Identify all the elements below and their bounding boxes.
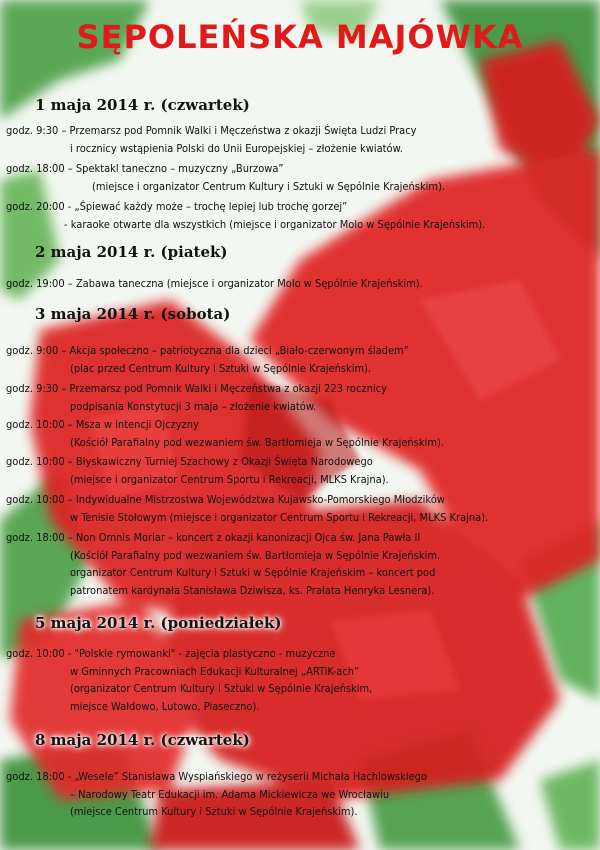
event-3-may-1000-mass: godz. 10:00 – Msza w intencji Ojczyzny (Kościół Parafialny pod wezwaniem św. Bartłomieja w Sępólnie Krajeńskim). <box>6 418 444 449</box>
event-2-may-1900: godz. 19:00 – Zabawa taneczna (miejsce i organizator Molo w Sępólnie Krajeńskim). <box>6 277 423 290</box>
event-3-may-1800-concert: godz. 18:00 – Non Omnis Moriar – koncert z okazji kanonizacji Ojca św. Jana Pawła II (Kościół Parafialny pod wezwaniem św. Bartłomieja w Sępólnie Krajeńskim, organizator Centrum Kultury i Sztuki w Sępólnie Krajeńskim – koncert pod patronatem kardynała Stanisława Dziwisza, ks. Prałata Henryka Lesnera). <box>6 531 441 597</box>
event-3-may-1000-tennis: godz. 10:00 – Indywidualne Mistrzostwa Województwa Kujawsko-Pomorskiego Młodzików w Tenisie Stołowym (miejsce i organizator Centrum Sportu i Rekreacji, MLKS Krajna). <box>6 493 489 524</box>
event-1-may-0930: godz. 9:30 – Przemarsz pod Pomnik Walki i Męczeństwa z okazji Święta Ludzi Pracy i rocznicy wstąpienia Polski do Unii Europejskiej – złożenie kwiatów. <box>6 124 417 155</box>
event-5-may-1000: godz. 10:00 - "Polskie rymowanki" - zajęcia plastyczno - muzyczne w Gminnych Pracowniach Edukacji Kulturalnej „ARTiK-ach” (organizator Centrum Kultury i Sztuki w Sępólnie Krajeńskim, miejsce Wałdowo, Lutowo, Piaseczno). <box>6 647 373 713</box>
day-heading-2-may: 2 maja 2014 r. (piatek) <box>35 243 228 261</box>
page-title: SĘPOLEŃSKA MAJÓWKA <box>76 18 524 56</box>
day-heading-3-may: 3 maja 2014 r. (sobota) <box>35 305 231 323</box>
day-heading-1-may: 1 maja 2014 r. (czwartek) <box>35 96 250 114</box>
event-3-may-0930: godz. 9:30 – Przemarsz pod Pomnik Walki i Męczeństwa z okazji 223 rocznicy podpisania Konstytucji 3 maja – złożenie kwiatów. <box>6 382 387 413</box>
event-8-may-1800: godz. 18:00 - „Wesele” Stanisława Wyspiańskiego w reżyserii Michała Hachlowskiego – Narodowy Teatr Edukacji im. Adama Mickiewicza we Wrocławiu (miejsce Centrum Kultury i Sztuki w Sępólnie Krajeńskim). <box>6 770 428 818</box>
event-1-may-1800: godz. 18:00 – Spektakl taneczno – muzyczny „Burzowa” (miejsce i organizator Centrum Kultury i Sztuki w Sępólnie Krajeńskim). <box>6 162 446 193</box>
day-heading-5-may: 5 maja 2014 r. (poniedziałek) <box>35 614 282 632</box>
event-1-may-2000: godz. 20:00 - „Śpiewać każdy może – trochę lepiej lub trochę gorzej” - karaoke otwarte dla wszystkich (miejsce i organizator Molo w Sępólnie Krajeńskim). <box>6 200 486 231</box>
day-heading-8-may: 8 maja 2014 r. (czwartek) <box>35 731 250 749</box>
event-3-may-0900: godz. 9:00 – Akcja społeczno – patriotyczna dla dzieci „Biało-czerwonym śladem” (plac przed Centrum Kultury i Sztuki w Sępólnie Krajeńskim). <box>6 344 409 375</box>
event-3-may-1000-chess: godz. 10:00 – Błyskawiczny Turniej Szachowy z Okazji Święta Narodowego (miejsce i organizator Centrum Sportu i Rekreacji, MLKS Krajna). <box>6 455 389 486</box>
